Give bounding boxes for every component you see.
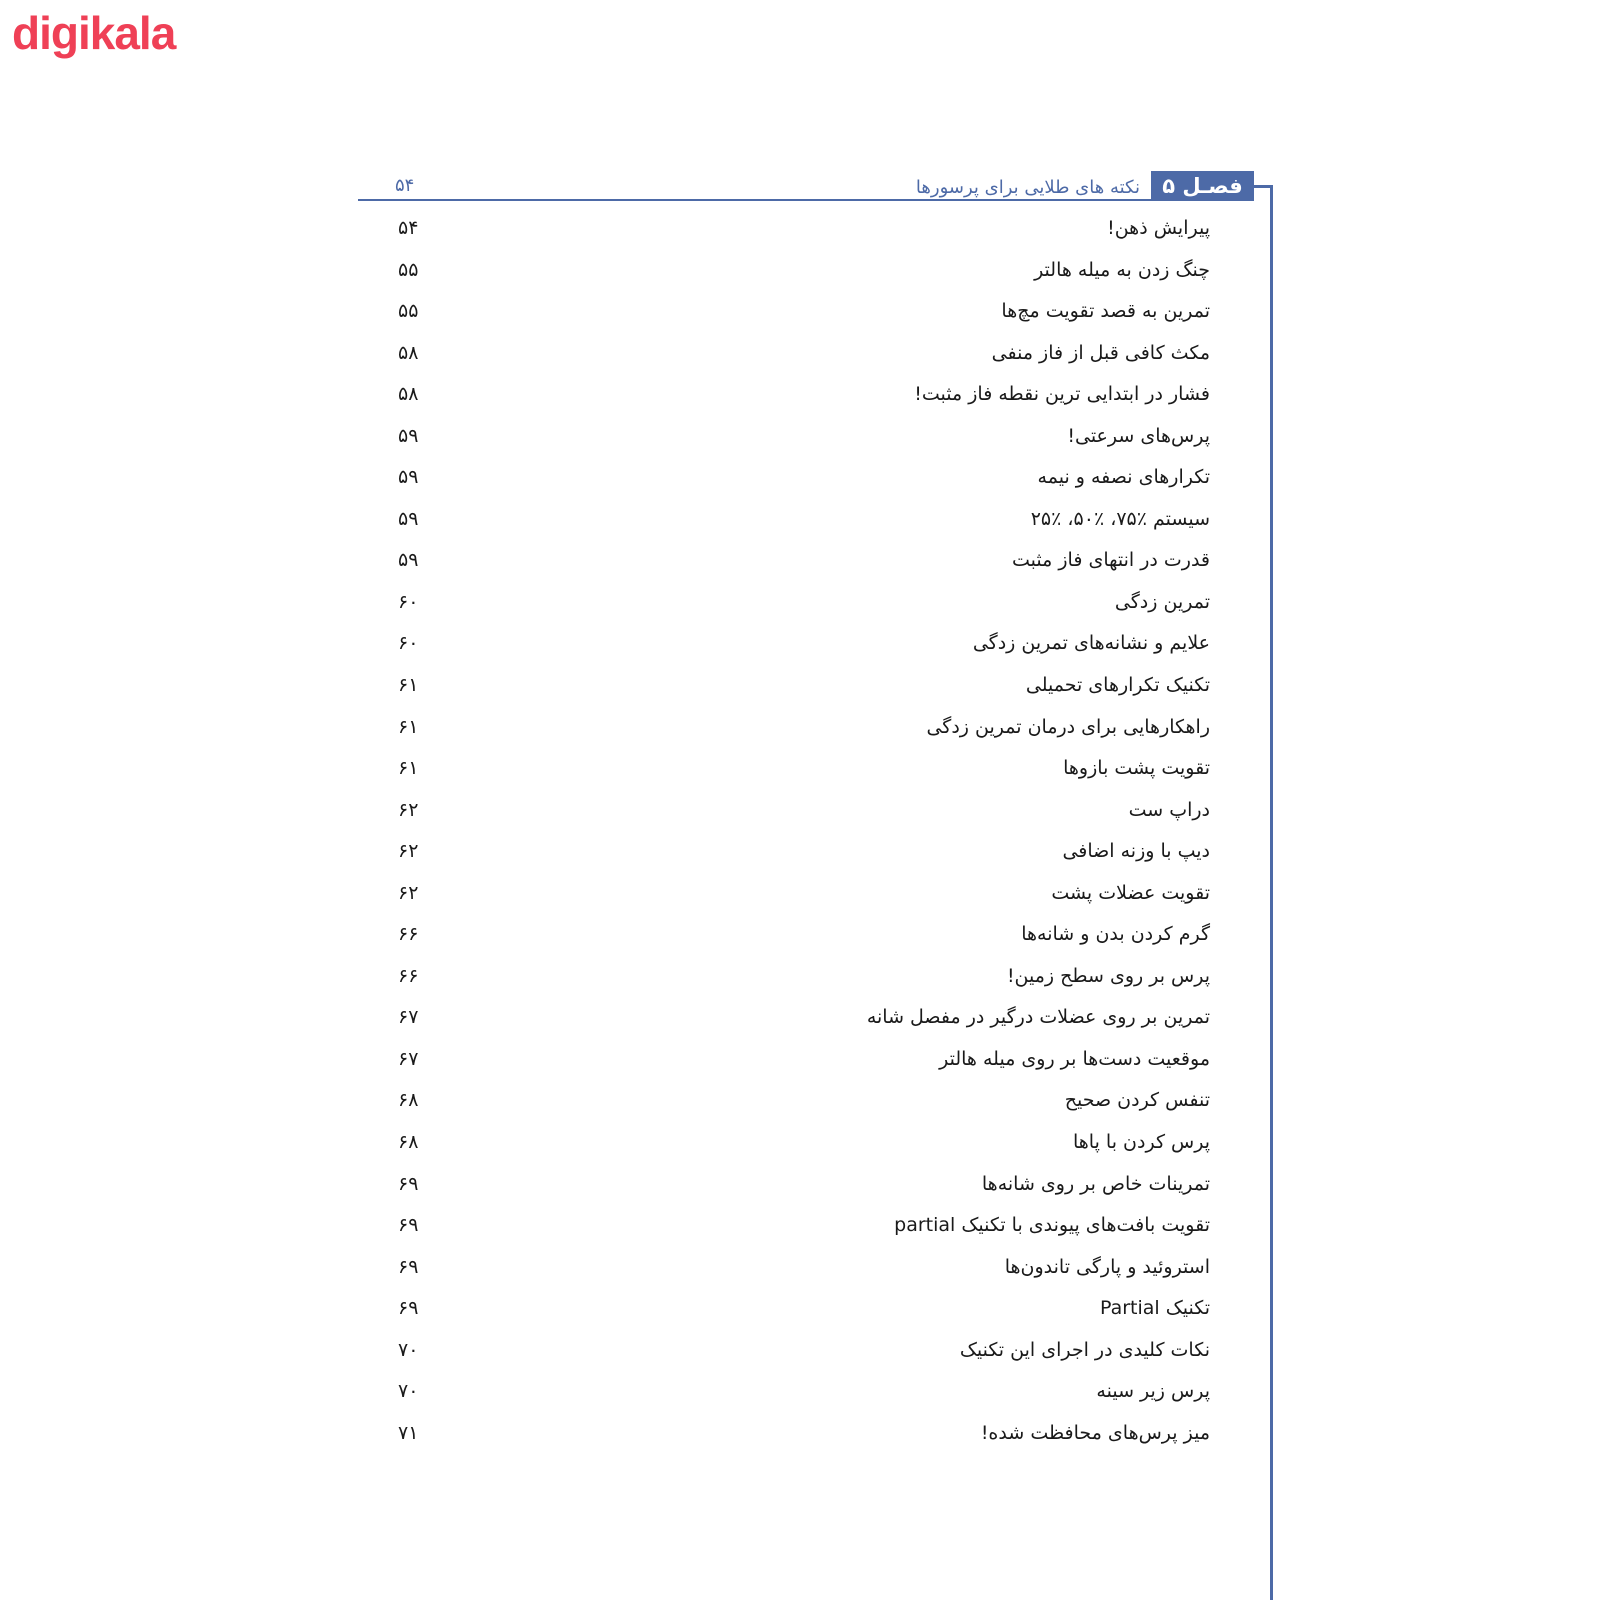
toc-entry-title: پرس‌های سرعتی! [1067,424,1210,447]
toc-entry-title: دیپ با وزنه اضافی [1062,840,1210,863]
toc-entry [360,748,1210,790]
toc-entry-title: مکث کافی قبل از فاز منفی [991,341,1210,364]
toc-entry [360,1371,1210,1413]
toc-entry-page: ۵۹ [398,507,419,530]
toc-entry [360,457,1210,499]
toc-entry-page: ۶۷ [398,1006,419,1029]
toc-entry-title: فشار در ابتدایی ترین نقطه فاز مثبت! [914,383,1210,406]
toc-entry-title: موقعیت دست‌ها بر روی میله هالتر [939,1047,1210,1070]
toc-entry-page: ۶۰ [398,590,419,613]
toc-entry-title: میز پرس‌های محافظت شده! [980,1421,1210,1444]
toc-entry-title: تمرین زدگی [1114,590,1210,613]
digikala-logo: digikala [12,7,176,59]
toc-entry [360,1080,1210,1122]
toc-entry-title: تقویت بافت‌های پیوندی با تکنیک partial [894,1214,1210,1237]
toc-entry [360,582,1210,624]
toc-entry-page: ۶۱ [398,715,419,738]
toc-entry-title: تمرین به قصد تقویت مچ‌ها [1001,300,1210,323]
toc-entry [360,914,1210,956]
toc-entry [360,831,1210,873]
toc-entry-title: تکرارهای نصفه و نیمه [1037,466,1210,489]
table-of-contents [360,208,1210,1454]
toc-entry [360,250,1210,292]
toc-entry-title: تقویت عضلات پشت [1051,881,1210,904]
toc-entry-title: گرم کردن بدن و شانه‌ها [1021,923,1210,946]
chapter-rule-tick [1252,185,1273,188]
toc-entry [360,1122,1210,1164]
toc-entry [360,1039,1210,1081]
toc-entry-page: ۶۲ [398,881,419,904]
toc-entry-title: تنفس کردن صحیح [1064,1089,1210,1112]
toc-entry-page: ۵۵ [398,258,419,281]
chapter-label-badge [1151,171,1254,201]
toc-entry-page: ۶۹ [398,1172,419,1195]
toc-entry-title: تکنیک Partial [1099,1297,1210,1320]
toc-entry [360,1413,1210,1455]
toc-entry [360,1205,1210,1247]
toc-entry-title: علایم و نشانه‌های تمرین زدگی [972,632,1210,655]
toc-entry-page: ۵۹ [398,424,419,447]
toc-entry-page: ۶۰ [398,632,419,655]
toc-entry [360,208,1210,250]
toc-entry-title: پرس کردن با پاها [1073,1131,1210,1154]
toc-entry [360,997,1210,1039]
toc-entry [360,1164,1210,1206]
toc-entry-page: ۵۹ [398,466,419,489]
toc-entry-page: ۵۵ [398,300,419,323]
toc-entry [360,623,1210,665]
toc-entry-page: ۶۶ [398,964,419,987]
toc-entry [360,873,1210,915]
toc-entry [360,291,1210,333]
toc-entry-title: پیرایش ذهن! [1107,217,1210,239]
chapter-label: فصـل ۵ [1162,174,1243,198]
toc-entry-page: ۶۶ [398,923,419,946]
toc-entry-page: ۶۲ [398,840,419,863]
toc-entry-title: چنگ زدن به میله هالتر [1034,258,1210,281]
toc-entry-title: پرس زیر سینه [1096,1380,1210,1403]
toc-entry-page: ۷۰ [398,1380,419,1403]
toc-entry [360,665,1210,707]
toc-entry-page: ۶۷ [398,1047,419,1070]
toc-entry [360,374,1210,416]
chapter-title: نکته های طلایی برای پرسورها [915,176,1140,198]
toc-entry [360,540,1210,582]
toc-entry-page: ۶۲ [398,798,419,821]
toc-entry-page: ۶۹ [398,1297,419,1320]
toc-entry-page: ۶۱ [398,757,419,780]
toc-entry-page: ۵۹ [398,549,419,572]
toc-entry [360,1330,1210,1372]
toc-entry [360,416,1210,458]
toc-entry-title: تمرین بر روی عضلات درگیر در مفصل شانه [866,1006,1210,1029]
toc-entry [360,1288,1210,1330]
toc-entry-title: قدرت در انتهای فاز مثبت [1012,549,1210,572]
toc-entry [360,499,1210,541]
toc-entry [360,956,1210,998]
toc-entry-title: دراپ ست [1128,798,1210,821]
toc-entry-title: تمرینات خاص بر روی شانه‌ها [981,1172,1210,1195]
toc-entry [360,333,1210,375]
toc-entry-page: ۵۸ [398,383,419,406]
toc-entry-page: ۷۰ [398,1338,419,1361]
chapter-page-number: ۵۴ [395,175,415,196]
chapter-vertical-rule [1270,185,1273,1600]
toc-entry-page: ۶۹ [398,1255,419,1278]
toc-entry-page: ۶۸ [398,1131,419,1154]
toc-entry [360,1247,1210,1289]
toc-entry-title: راهکارهایی برای درمان تمرین زدگی [926,715,1210,738]
toc-entry-page: ۶۹ [398,1214,419,1237]
toc-entry-page: ۷۱ [398,1421,419,1444]
toc-entry-title: نکات کلیدی در اجرای این تکنیک [959,1338,1210,1361]
toc-entry-title: پرس بر روی سطح زمین! [1006,964,1210,987]
toc-entry-title: تقویت پشت بازوها [1063,757,1210,780]
toc-entry-title: استروئید و پارگی تاندون‌ها [1004,1255,1210,1278]
toc-entry [360,707,1210,749]
toc-entry-title: سیستم ٪۷۵، ٪۵۰، ٪۲۵ [1030,507,1210,530]
toc-entry-page: ۶۸ [398,1089,419,1112]
toc-entry-page: ۵۸ [398,341,419,364]
toc-entry-page: ۵۴ [398,217,419,239]
toc-entry-title: تکنیک تکرارهای تحمیلی [1025,674,1210,697]
toc-entry [360,790,1210,832]
toc-entry-page: ۶۱ [398,674,419,697]
